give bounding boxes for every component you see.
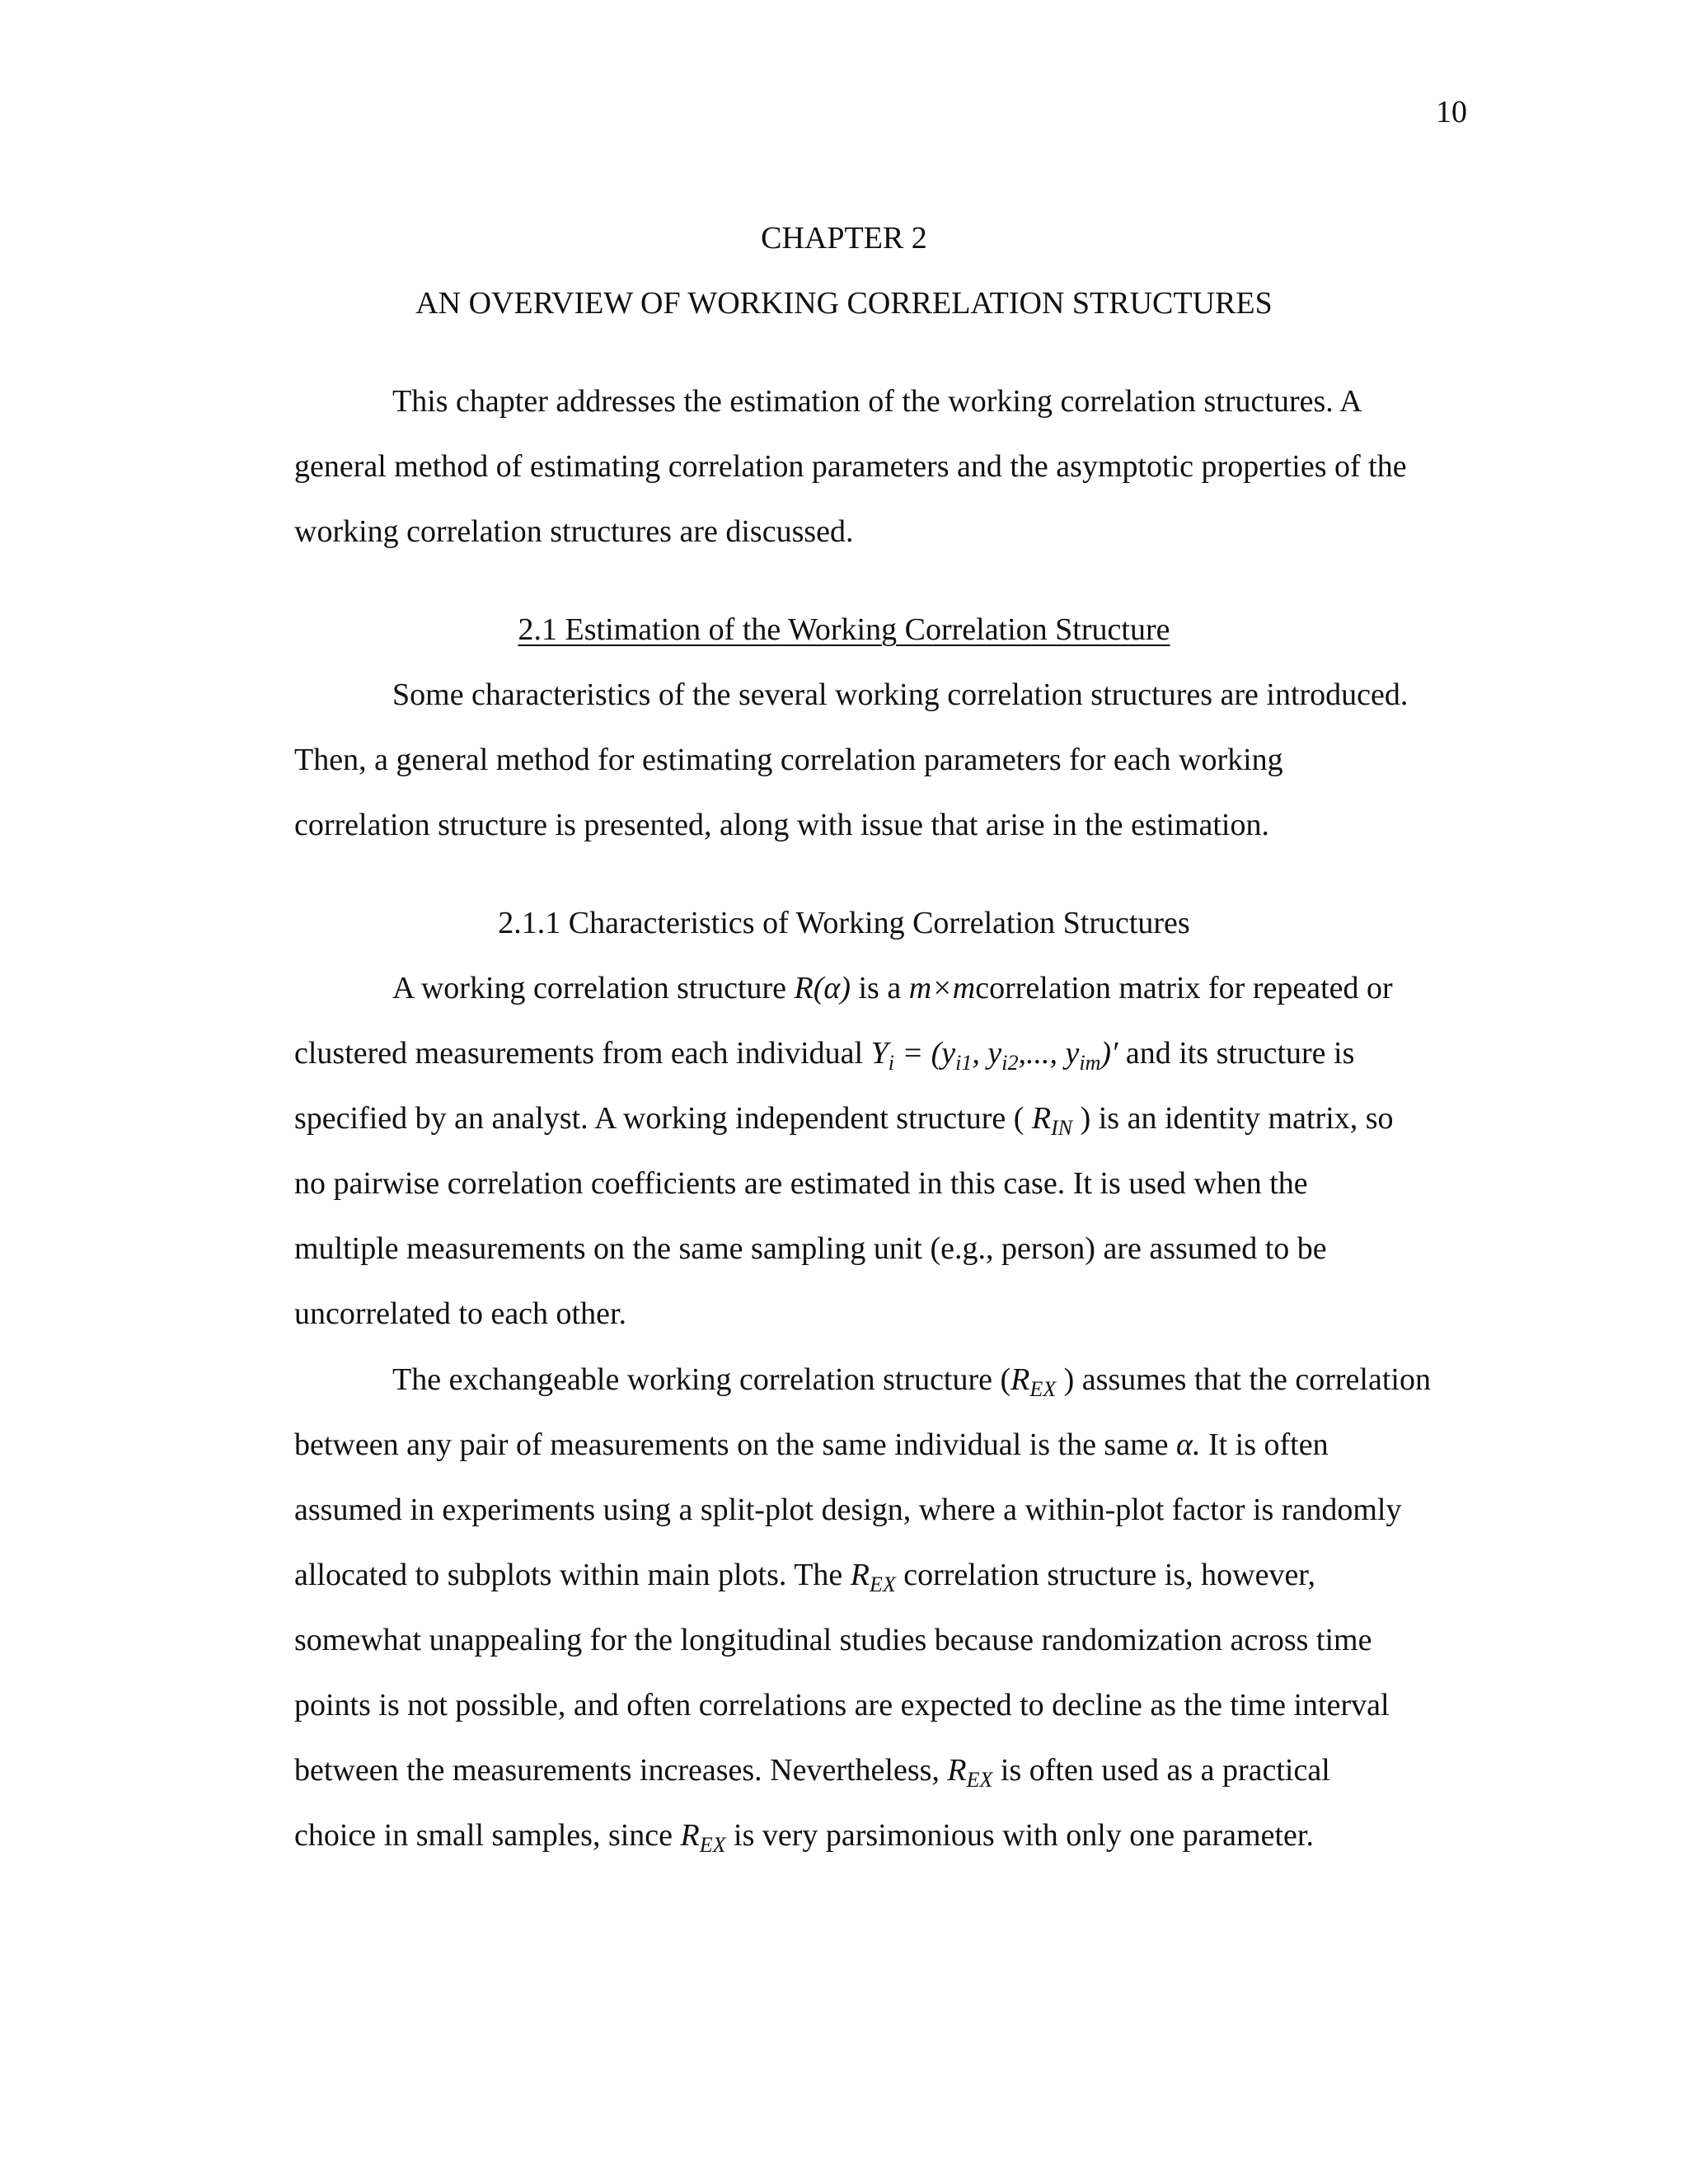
text-line: allocated to subplots within main plots. The $R_{EX}$ correlation structure is, however, [294,1558,1315,1596]
text-line: multiple measurements on the same sampling unit (e.g., person) are assumed to be [294,1231,1327,1266]
text-line: clustered measurements from each individual $Y_i = (y_{i1}$, $y_{i2}$,..., $y_{im})'$ and its structure is [294,1036,1355,1075]
text-line: general method of estimating correlation parameters and the asymptotic properties of the [294,449,1407,484]
text-line: A working correlation structure R(α) is a m×mcorrelation matrix for repeated or [392,971,1393,1005]
math-alpha: α. [1176,1427,1201,1462]
math-Y-vector: $Y_i = (y_{i1}$, $y_{i2}$,..., $y_{im})'$ [870,1036,1118,1075]
text-line: points is not possible, and often correlations are expected to decline as the time interval [294,1688,1390,1722]
math-R-EX: $R_{EX}$ [947,1753,993,1792]
text-line: correlation structure is presented, along with issue that arise in the estimation. [294,808,1269,842]
page-number: 10 [1436,95,1467,129]
math-R-EX: $R_{EX}$ [850,1558,896,1596]
text-line: somewhat unappealing for the longitudinal studies because randomization across time [294,1623,1372,1657]
text-line: Then, a general method for estimating correlation parameters for each working [294,743,1283,777]
chapter-title: AN OVERVIEW OF WORKING CORRELATION STRUCTURES [415,286,1273,321]
chapter-label: CHAPTER 2 [761,221,927,255]
text-line: Some characteristics of the several working correlation structures are introduced. [392,677,1409,712]
section-2-1-heading [0,610,1688,649]
text-line: between any pair of measurements on the same individual is the same α. It is often [294,1427,1329,1462]
text-line: choice in small samples, since $R_{EX}$ is very parsimonious with only one parameter. [294,1818,1314,1857]
section-heading-text: 2.1 Estimation of the Working Correlation Structure [518,612,1170,647]
section-2-1-1-heading: 2.1.1 Characteristics of Working Correlation Structures [498,906,1190,940]
text-line: The exchangeable working correlation structure ($R_{EX}$ ) assumes that the correlation [392,1362,1431,1401]
math-m-by-m: m×m [908,971,976,1005]
text-line: specified by an analyst. A working independent structure ( $R_{IN}$ ) is an identity matrix, so [294,1101,1394,1140]
math-R-IN: $R_{IN}$ [1031,1101,1073,1140]
math-R-EX: $R_{EX}$ [1010,1362,1057,1401]
math-R-alpha: R(α) [794,971,851,1005]
math-R-EX: $R_{EX}$ [680,1818,726,1857]
text-line: between the measurements increases. Nevertheless, $R_{EX}$ is often used as a practical [294,1753,1330,1792]
text-line: no pairwise correlation coefficients are estimated in this case. It is used when the [294,1166,1308,1201]
text-line: working correlation structures are discussed. [294,514,854,549]
text-line: assumed in experiments using a split-plot design, where a within-plot factor is randomly [294,1493,1402,1527]
text-line: uncorrelated to each other. [294,1296,627,1331]
text-line: This chapter addresses the estimation of the working correlation structures. A [392,384,1362,419]
